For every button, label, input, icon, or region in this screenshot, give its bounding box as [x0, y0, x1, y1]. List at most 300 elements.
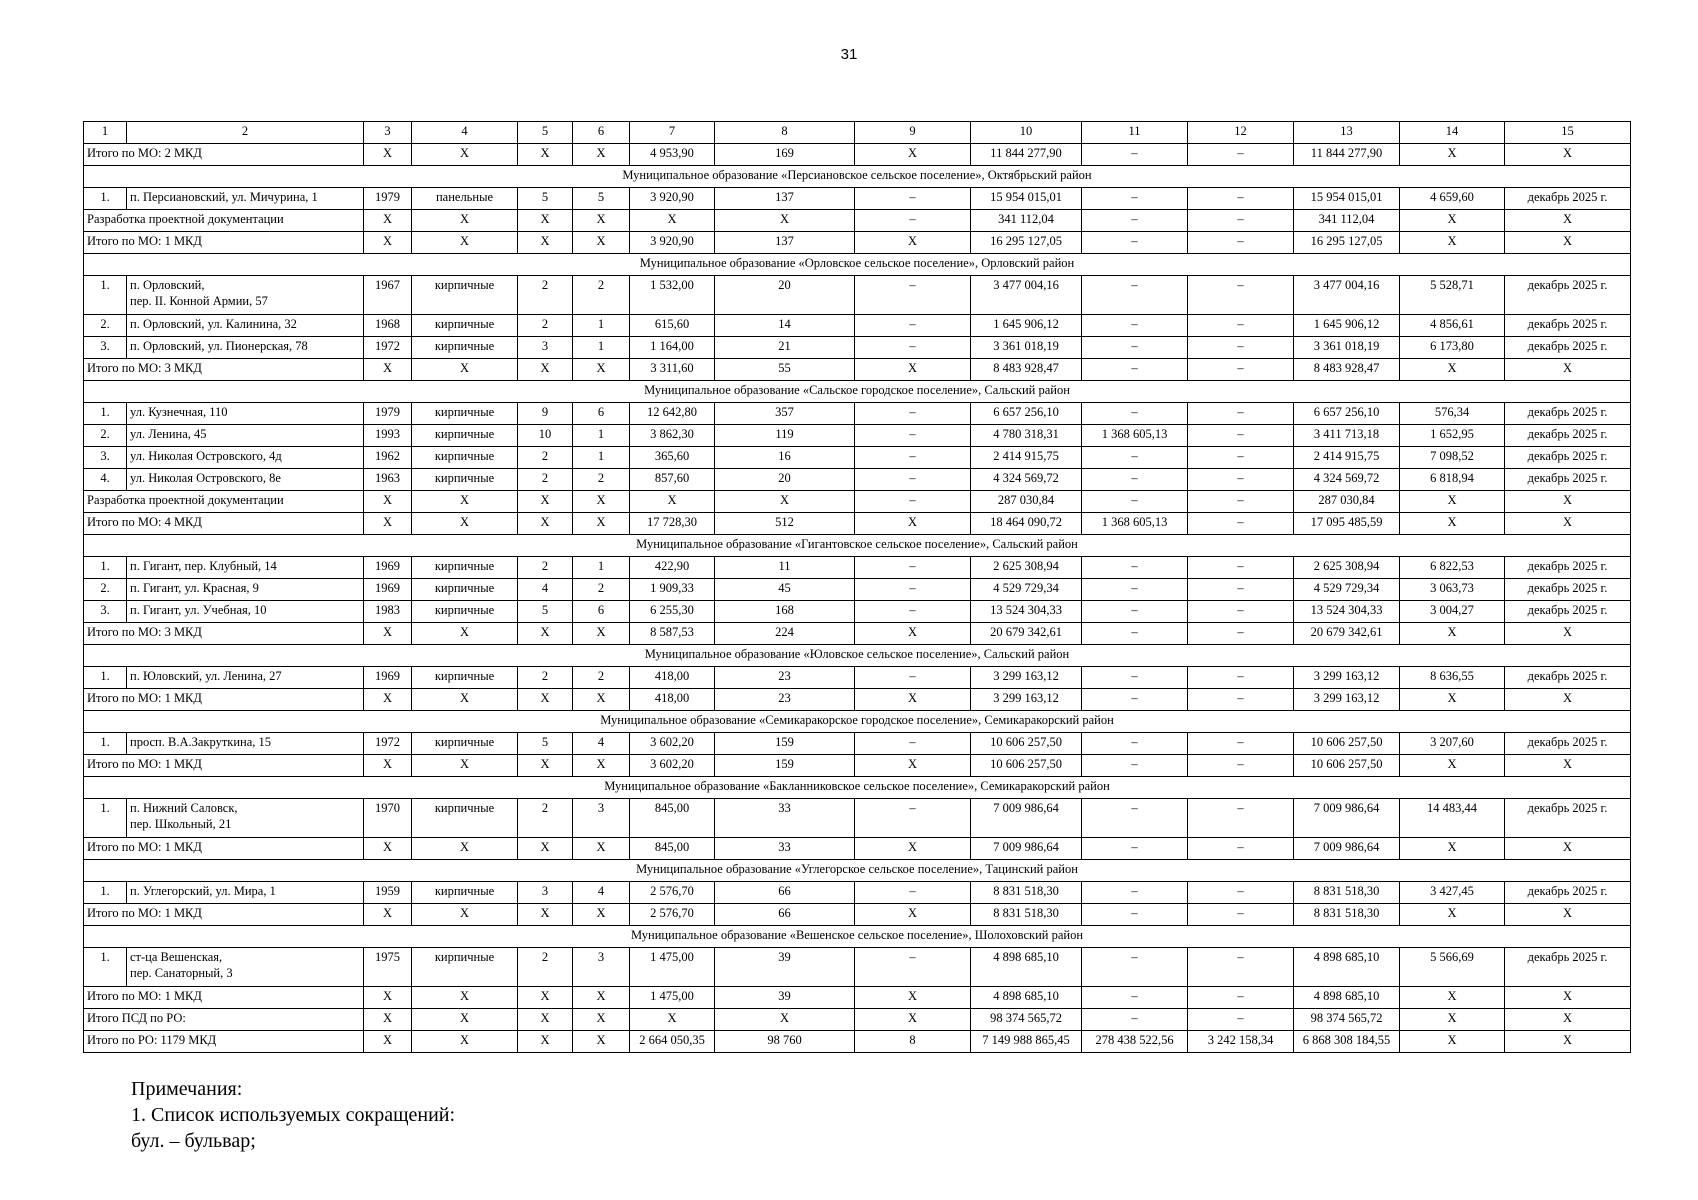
table-cell: 2 576,70: [630, 904, 715, 926]
address-cell: п. Орловский, ул. Калинина, 32: [127, 315, 364, 337]
table-row: [84, 276, 1631, 315]
table-cell: 137: [715, 188, 855, 210]
column-number-cell: 10: [971, 122, 1082, 144]
column-number-cell: 6: [573, 122, 630, 144]
table-cell: 4 529 729,34: [1294, 579, 1400, 601]
table-cell: –: [1082, 904, 1188, 926]
table-cell: кирпичные: [412, 403, 518, 425]
table-row: [84, 667, 1631, 689]
table-cell: декабрь 2025 г.: [1505, 579, 1631, 601]
table-body: [84, 122, 1631, 1053]
table-cell: 7 009 986,64: [971, 838, 1082, 860]
table-cell: X: [573, 623, 630, 645]
table-cell: 39: [715, 987, 855, 1009]
table-cell: 23: [715, 667, 855, 689]
table-cell: 7 149 988 865,45: [971, 1031, 1082, 1053]
table-cell: –: [1188, 337, 1294, 359]
table-cell: 10 606 257,50: [1294, 755, 1400, 777]
table-cell: 20: [715, 469, 855, 491]
total-label: Итого по МО: 1 МКД: [84, 755, 364, 777]
table-cell: X: [1400, 513, 1505, 535]
table-cell: 159: [715, 755, 855, 777]
table-row: [84, 403, 1631, 425]
table-cell: X: [715, 210, 855, 232]
section-header-row: [84, 926, 1631, 948]
section-title: Муниципальное образование «Орловское сельское поселение», Орловский район: [84, 254, 1631, 276]
total-row: [84, 904, 1631, 926]
table-cell: –: [1188, 188, 1294, 210]
table-cell: 55: [715, 359, 855, 381]
table-cell: –: [855, 882, 971, 904]
table-cell: кирпичные: [412, 948, 518, 987]
table-cell: декабрь 2025 г.: [1505, 337, 1631, 359]
table-cell: 2: [573, 579, 630, 601]
table-cell: X: [855, 689, 971, 711]
table-cell: –: [1188, 799, 1294, 838]
table-cell: –: [1188, 1009, 1294, 1031]
total-label: Итого по МО: 1 МКД: [84, 838, 364, 860]
table-cell: 13 524 304,33: [971, 601, 1082, 623]
table-cell: 10 606 257,50: [971, 733, 1082, 755]
table-cell: 8: [855, 1031, 971, 1053]
row-number: 1.: [84, 948, 127, 987]
table-cell: 18 464 090,72: [971, 513, 1082, 535]
table-cell: 224: [715, 623, 855, 645]
table-cell: –: [855, 403, 971, 425]
table-cell: 10 606 257,50: [1294, 733, 1400, 755]
total-row: [84, 491, 1631, 513]
notes-abbreviation-item: бул. – бульвар;: [131, 1130, 256, 1152]
table-cell: 21: [715, 337, 855, 359]
section-header-row: [84, 860, 1631, 882]
table-cell: 4 780 318,31: [971, 425, 1082, 447]
row-number: 3.: [84, 337, 127, 359]
table-cell: –: [855, 799, 971, 838]
table-cell: –: [1082, 987, 1188, 1009]
table-cell: –: [855, 337, 971, 359]
table-cell: 3 411 713,18: [1294, 425, 1400, 447]
table-cell: 2: [518, 469, 573, 491]
table-cell: X: [1505, 1031, 1631, 1053]
table-cell: 1: [573, 315, 630, 337]
table-cell: –: [1188, 948, 1294, 987]
row-number: 2.: [84, 315, 127, 337]
table-cell: 615,60: [630, 315, 715, 337]
table-cell: 1970: [364, 799, 412, 838]
table-cell: 137: [715, 232, 855, 254]
table-cell: 1967: [364, 276, 412, 315]
table-cell: –: [1082, 689, 1188, 711]
table-cell: 8 831 518,30: [1294, 904, 1400, 926]
table-cell: –: [1082, 447, 1188, 469]
table-cell: 5: [518, 733, 573, 755]
table-cell: 1 164,00: [630, 337, 715, 359]
table-cell: 1963: [364, 469, 412, 491]
table-cell: 6: [573, 403, 630, 425]
table-cell: X: [1505, 232, 1631, 254]
table-cell: –: [1082, 359, 1188, 381]
table-cell: 8 483 928,47: [971, 359, 1082, 381]
table-cell: X: [364, 144, 412, 166]
table-cell: –: [855, 276, 971, 315]
table-cell: –: [1188, 403, 1294, 425]
table-cell: 2: [518, 447, 573, 469]
total-label: Итого по РО: 1179 МКД: [84, 1031, 364, 1053]
table-cell: X: [364, 491, 412, 513]
table-cell: X: [518, 1009, 573, 1031]
table-cell: –: [855, 210, 971, 232]
table-cell: 1 652,95: [1400, 425, 1505, 447]
column-number-cell: 3: [364, 122, 412, 144]
table-cell: 1: [573, 337, 630, 359]
table-cell: X: [1505, 838, 1631, 860]
table-cell: X: [630, 491, 715, 513]
table-cell: X: [412, 210, 518, 232]
table-cell: декабрь 2025 г.: [1505, 276, 1631, 315]
table-cell: 357: [715, 403, 855, 425]
table-cell: X: [364, 1031, 412, 1053]
table-cell: 2: [573, 667, 630, 689]
table-cell: X: [630, 1009, 715, 1031]
table-cell: 1975: [364, 948, 412, 987]
table-cell: X: [364, 838, 412, 860]
table-cell: X: [1400, 232, 1505, 254]
table-cell: 2 414 915,75: [1294, 447, 1400, 469]
table-cell: 8 831 518,30: [971, 882, 1082, 904]
section-header-row: [84, 777, 1631, 799]
table-cell: –: [855, 733, 971, 755]
table-cell: 3 299 163,12: [1294, 667, 1400, 689]
column-number-cell: 4: [412, 122, 518, 144]
table-cell: 4 953,90: [630, 144, 715, 166]
table-cell: декабрь 2025 г.: [1505, 188, 1631, 210]
table-cell: 10: [518, 425, 573, 447]
total-row: [84, 232, 1631, 254]
table-cell: 169: [715, 144, 855, 166]
table-cell: X: [364, 232, 412, 254]
table-cell: 4: [573, 733, 630, 755]
table-cell: 12 642,80: [630, 403, 715, 425]
table-cell: X: [412, 144, 518, 166]
table-cell: X: [412, 359, 518, 381]
table-cell: 8 483 928,47: [1294, 359, 1400, 381]
table-cell: X: [412, 755, 518, 777]
column-number-row: [84, 122, 1631, 144]
column-number-cell: 7: [630, 122, 715, 144]
table-cell: 4 324 569,72: [971, 469, 1082, 491]
table-cell: кирпичные: [412, 469, 518, 491]
table-cell: –: [1188, 733, 1294, 755]
table-cell: 1 368 605,13: [1082, 425, 1188, 447]
total-row: [84, 359, 1631, 381]
column-number-cell: 1: [84, 122, 127, 144]
total-row: [84, 689, 1631, 711]
table-cell: 1972: [364, 337, 412, 359]
table-cell: X: [573, 491, 630, 513]
table-cell: 3 299 163,12: [971, 689, 1082, 711]
table-cell: X: [1400, 144, 1505, 166]
table-cell: –: [1082, 337, 1188, 359]
total-label: Разработка проектной документации: [84, 491, 364, 513]
table-cell: 98 760: [715, 1031, 855, 1053]
table-row: [84, 188, 1631, 210]
section-header-row: [84, 711, 1631, 733]
table-cell: 2: [518, 315, 573, 337]
table-row: [84, 733, 1631, 755]
table-cell: –: [1188, 557, 1294, 579]
table-cell: 10 606 257,50: [971, 755, 1082, 777]
address-cell: ул. Ленина, 45: [127, 425, 364, 447]
table-cell: 845,00: [630, 838, 715, 860]
table-cell: X: [855, 623, 971, 645]
total-label: Итого по МО: 3 МКД: [84, 623, 364, 645]
section-title: Муниципальное образование «Семикаракорское городское поселение», Семикаракорский район: [84, 711, 1631, 733]
table-cell: 20: [715, 276, 855, 315]
table-cell: 3 063,73: [1400, 579, 1505, 601]
table-cell: 1 645 906,12: [971, 315, 1082, 337]
address-cell: п. Орловский, пер. II. Конной Армии, 57: [127, 276, 364, 315]
table-cell: –: [1188, 623, 1294, 645]
table-cell: 3 920,90: [630, 232, 715, 254]
table-cell: X: [855, 1009, 971, 1031]
table-cell: 422,90: [630, 557, 715, 579]
table-cell: 1969: [364, 557, 412, 579]
table-cell: 4 856,61: [1400, 315, 1505, 337]
table-cell: 2 625 308,94: [1294, 557, 1400, 579]
table-cell: X: [1400, 689, 1505, 711]
row-number: 1.: [84, 403, 127, 425]
table-cell: 3 427,45: [1400, 882, 1505, 904]
table-cell: 3 920,90: [630, 188, 715, 210]
housing-register-table: [83, 121, 1631, 1053]
page-number: 31: [840, 46, 858, 63]
table-cell: X: [573, 904, 630, 926]
column-number-cell: 13: [1294, 122, 1400, 144]
table-cell: 576,34: [1400, 403, 1505, 425]
table-cell: X: [1505, 144, 1631, 166]
table-cell: –: [1082, 667, 1188, 689]
table-cell: 1 475,00: [630, 987, 715, 1009]
section-title: Муниципальное образование «Юловское сельское поселение», Сальский район: [84, 645, 1631, 667]
table-cell: 341 112,04: [971, 210, 1082, 232]
table-cell: X: [1400, 623, 1505, 645]
table-cell: –: [1082, 601, 1188, 623]
table-cell: 8 587,53: [630, 623, 715, 645]
address-cell: п. Персиановский, ул. Мичурина, 1: [127, 188, 364, 210]
table-cell: X: [1505, 755, 1631, 777]
address-cell: п. Гигант, ул. Красная, 9: [127, 579, 364, 601]
table-cell: –: [1082, 276, 1188, 315]
table-cell: декабрь 2025 г.: [1505, 799, 1631, 838]
table-cell: –: [1188, 315, 1294, 337]
total-label: Итого ПСД по РО:: [84, 1009, 364, 1031]
table-cell: 1 909,33: [630, 579, 715, 601]
table-row: [84, 799, 1631, 838]
notes-abbreviations-heading: 1. Список используемых сокращений:: [131, 1104, 456, 1126]
row-number: 1.: [84, 188, 127, 210]
table-cell: X: [715, 1009, 855, 1031]
table-cell: X: [412, 513, 518, 535]
table-cell: 1: [573, 425, 630, 447]
table-cell: кирпичные: [412, 447, 518, 469]
table-cell: X: [412, 689, 518, 711]
table-cell: 1969: [364, 667, 412, 689]
table-cell: X: [855, 987, 971, 1009]
table-cell: –: [1082, 948, 1188, 987]
total-label: Итого по МО: 3 МКД: [84, 359, 364, 381]
section-header-row: [84, 535, 1631, 557]
table-cell: 3 207,60: [1400, 733, 1505, 755]
table-cell: 3: [573, 799, 630, 838]
row-number: 2.: [84, 425, 127, 447]
table-cell: X: [412, 623, 518, 645]
section-title: Муниципальное образование «Углегорское сельское поселение», Тацинский район: [84, 860, 1631, 882]
table-cell: –: [1082, 733, 1188, 755]
table-cell: 16: [715, 447, 855, 469]
table-cell: X: [1400, 987, 1505, 1009]
table-cell: 66: [715, 882, 855, 904]
table-cell: декабрь 2025 г.: [1505, 882, 1631, 904]
table-cell: 3 242 158,34: [1188, 1031, 1294, 1053]
table-cell: –: [1188, 667, 1294, 689]
table-cell: 5 528,71: [1400, 276, 1505, 315]
table-cell: кирпичные: [412, 667, 518, 689]
table-cell: –: [1188, 579, 1294, 601]
table-row: [84, 469, 1631, 491]
table-cell: X: [518, 904, 573, 926]
total-row: [84, 623, 1631, 645]
table-cell: кирпичные: [412, 276, 518, 315]
table-cell: 4: [573, 882, 630, 904]
table-cell: 3 862,30: [630, 425, 715, 447]
table-cell: 287 030,84: [1294, 491, 1400, 513]
table-cell: кирпичные: [412, 425, 518, 447]
table-cell: 6 173,80: [1400, 337, 1505, 359]
table-cell: –: [1082, 491, 1188, 513]
table-cell: 2 576,70: [630, 882, 715, 904]
table-cell: 2: [518, 276, 573, 315]
address-cell: просп. В.А.Закруткина, 15: [127, 733, 364, 755]
table-cell: X: [518, 210, 573, 232]
row-number: 1.: [84, 799, 127, 838]
table-cell: X: [1400, 838, 1505, 860]
table-cell: 98 374 565,72: [1294, 1009, 1400, 1031]
table-cell: –: [1082, 188, 1188, 210]
section-header-row: [84, 381, 1631, 403]
table-cell: X: [1505, 904, 1631, 926]
table-cell: X: [573, 1009, 630, 1031]
table-cell: 6 822,53: [1400, 557, 1505, 579]
table-cell: 857,60: [630, 469, 715, 491]
table-cell: X: [412, 838, 518, 860]
table-cell: 17 728,30: [630, 513, 715, 535]
table-cell: –: [855, 315, 971, 337]
table-cell: 4 529 729,34: [971, 579, 1082, 601]
address-cell: ул. Николая Островского, 8е: [127, 469, 364, 491]
notes: [131, 1076, 455, 1154]
table-cell: 5: [573, 188, 630, 210]
table-cell: 1972: [364, 733, 412, 755]
table-cell: –: [1082, 144, 1188, 166]
table-cell: X: [518, 144, 573, 166]
table-cell: 66: [715, 904, 855, 926]
table-cell: декабрь 2025 г.: [1505, 667, 1631, 689]
table-cell: 14: [715, 315, 855, 337]
table-cell: X: [518, 689, 573, 711]
table-cell: 6 657 256,10: [971, 403, 1082, 425]
table-cell: 8 831 518,30: [1294, 882, 1400, 904]
table-cell: 16 295 127,05: [971, 232, 1082, 254]
table-cell: X: [715, 491, 855, 513]
row-number: 1.: [84, 882, 127, 904]
table-cell: 2 664 050,35: [630, 1031, 715, 1053]
table-cell: 5: [518, 601, 573, 623]
table-cell: 1 532,00: [630, 276, 715, 315]
table-cell: декабрь 2025 г.: [1505, 425, 1631, 447]
column-number-cell: 12: [1188, 122, 1294, 144]
table-cell: 33: [715, 799, 855, 838]
section-title: Муниципальное образование «Сальское городское поселение», Сальский район: [84, 381, 1631, 403]
table-cell: кирпичные: [412, 579, 518, 601]
table-cell: X: [1505, 210, 1631, 232]
table-cell: X: [1400, 491, 1505, 513]
address-cell: п. Гигант, ул. Учебная, 10: [127, 601, 364, 623]
table-cell: X: [412, 232, 518, 254]
table-cell: –: [1082, 623, 1188, 645]
table-cell: 1 368 605,13: [1082, 513, 1188, 535]
table-cell: 6 657 256,10: [1294, 403, 1400, 425]
table-cell: X: [518, 359, 573, 381]
table-cell: –: [1188, 210, 1294, 232]
table-cell: –: [1188, 904, 1294, 926]
table-cell: –: [1082, 210, 1188, 232]
table-cell: –: [1082, 838, 1188, 860]
table-cell: 3 299 163,12: [971, 667, 1082, 689]
table-cell: декабрь 2025 г.: [1505, 948, 1631, 987]
table-cell: –: [1188, 469, 1294, 491]
address-cell: ул. Кузнечная, 110: [127, 403, 364, 425]
column-number-cell: 8: [715, 122, 855, 144]
table-cell: X: [855, 838, 971, 860]
table-cell: 4 898 685,10: [971, 948, 1082, 987]
table-cell: X: [412, 491, 518, 513]
table-cell: X: [518, 513, 573, 535]
address-cell: п. Углегорский, ул. Мира, 1: [127, 882, 364, 904]
table-row: [84, 447, 1631, 469]
table-cell: X: [1505, 623, 1631, 645]
table-cell: –: [1188, 987, 1294, 1009]
table-cell: –: [1082, 579, 1188, 601]
table-cell: X: [518, 1031, 573, 1053]
column-number-cell: 2: [127, 122, 364, 144]
table-cell: –: [1188, 838, 1294, 860]
table-cell: X: [518, 623, 573, 645]
table-cell: 7 009 986,64: [1294, 838, 1400, 860]
total-label: Итого по МО: 1 МКД: [84, 987, 364, 1009]
table-cell: X: [518, 232, 573, 254]
table-cell: 418,00: [630, 689, 715, 711]
table-cell: X: [1505, 491, 1631, 513]
table-cell: X: [412, 1031, 518, 1053]
table-cell: 3 602,20: [630, 755, 715, 777]
table-row: [84, 337, 1631, 359]
table-cell: X: [855, 359, 971, 381]
table-cell: 3: [518, 337, 573, 359]
table-cell: 20 679 342,61: [1294, 623, 1400, 645]
table-cell: 1 475,00: [630, 948, 715, 987]
table-cell: 8 636,55: [1400, 667, 1505, 689]
table-cell: декабрь 2025 г.: [1505, 315, 1631, 337]
